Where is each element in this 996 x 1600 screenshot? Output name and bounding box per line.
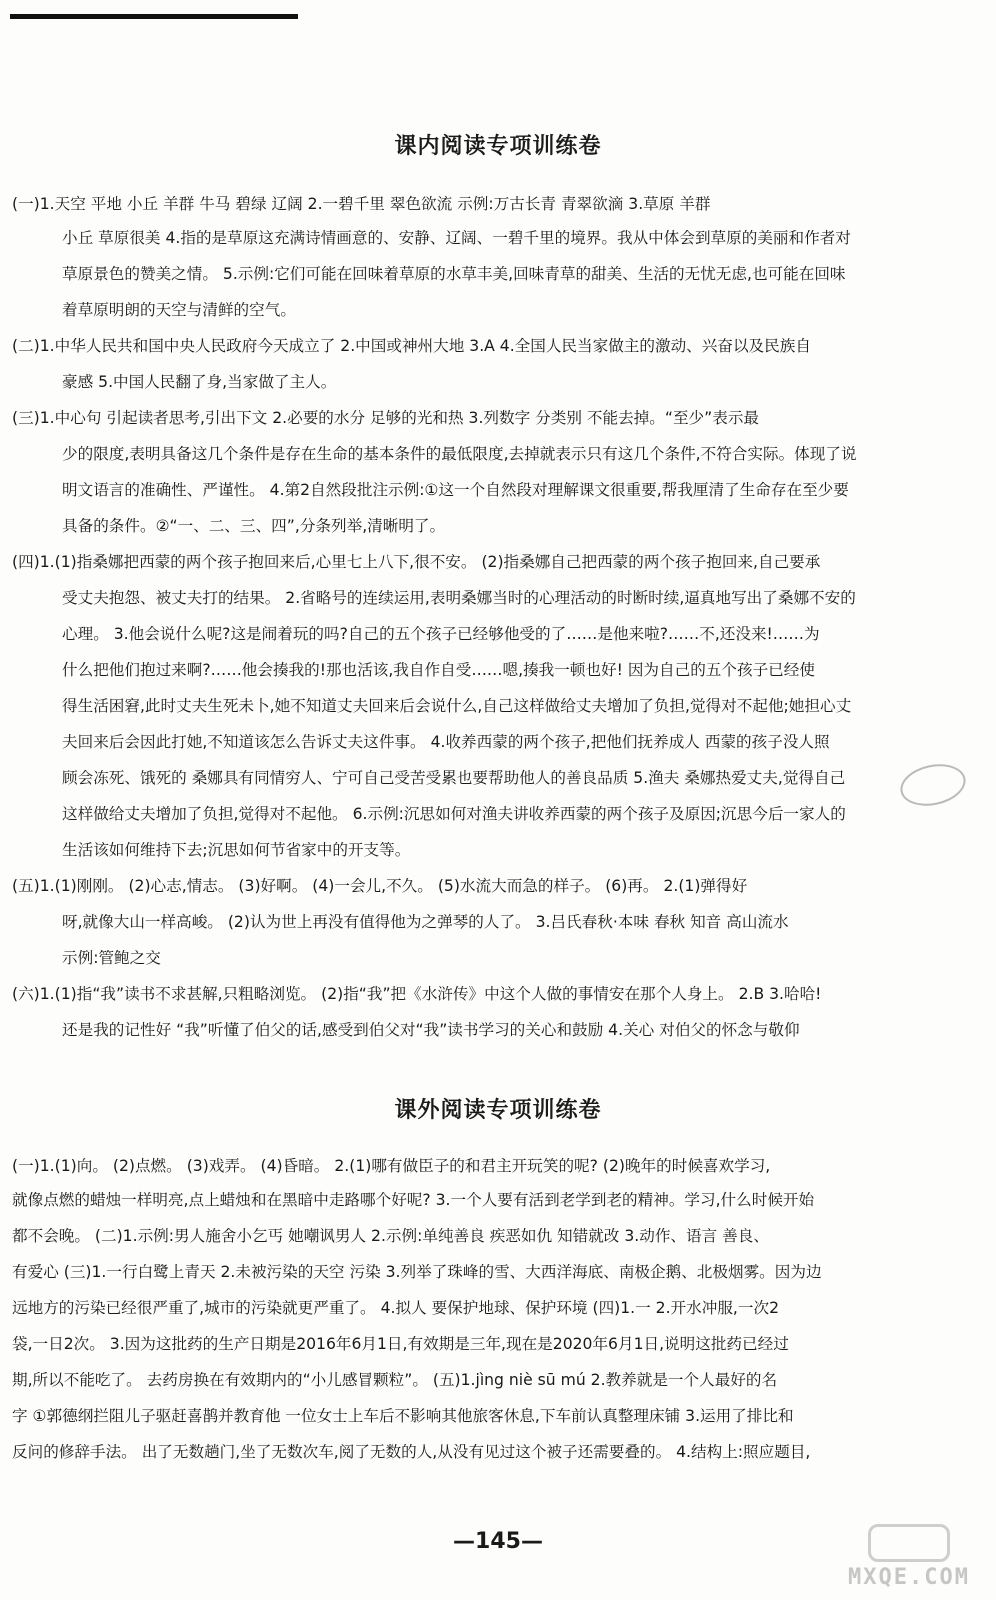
answer-line: 什么把他们抱过来啊?……他会揍我的!那也活该,我自作自受……嗯,揍我一顿也好! 因为自己的五个孩子已经使	[62, 661, 815, 679]
answer-line: 还是我的记性好 “我”听懂了伯父的话,感受到伯父对“我”读书学习的关心和鼓励 4.关心 对伯父的怀念与敬仰	[62, 1021, 800, 1039]
answer-line: 远地方的污染已经很严重了,城市的污染就更严重了。 4.拟人 要保护地球、保护环境 (四)1.一 2.开水冲服,一次2	[12, 1299, 779, 1317]
answer-line: 期,所以不能吃了。 去药房换在有效期内的“小儿感冒颗粒”。 (五)1.jìng niè sū mú 2.教养就是一个人最好的名	[12, 1371, 778, 1389]
answer-line: 受丈夫抱怨、被丈夫打的结果。 2.省略号的连续运用,表明桑娜当时的心理活动的时断时续,逼真地写出了桑娜不安的	[62, 589, 856, 607]
answer-line: 就像点燃的蜡烛一样明亮,点上蜡烛和在黑暗中走路哪个好呢? 3.一个人要有活到老学到老的精神。学习,什么时候开始	[12, 1191, 815, 1209]
answer-line: 着草原明朗的天空与清鲜的空气。	[62, 301, 296, 319]
answer-circle-icon	[868, 1524, 950, 1562]
answer-line: 小丘 草原很美 4.指的是草原这充满诗情画意的、安静、辽阔、一碧千里的境界。我从中体会到草原的美丽和作者对	[62, 229, 851, 247]
answer-line: (五)1.(1)刚刚。 (2)心志,情志。 (3)好啊。 (4)一会儿,不久。 (5)水流大而急的样子。 (6)再。 2.(1)弹得好	[12, 877, 748, 895]
answer-line: 顾会冻死、饿死的 桑娜具有同情穷人、宁可自己受苦受累也要帮助他人的善良品质 5.渔夫 桑娜热爱丈夫,觉得自己	[62, 769, 846, 787]
answer-line: 有爱心 (三)1.一行白鹭上青天 2.未被污染的天空 污染 3.列举了珠峰的雪、大西洋海底、南极企鹅、北极烟雾。因为边	[12, 1263, 822, 1281]
answer-line: 少的限度,表明具备这几个条件是存在生命的基本条件的最低限度,去掉就表示只有这几个条件,不符合实际。体现了说	[62, 445, 857, 463]
answer-line: (三)1.中心句 引起读者思考,引出下文 2.必要的水分 足够的光和热 3.列数字 分类别 不能去掉。“至少”表示最	[12, 409, 760, 427]
answer-line: 生活该如何维持下去;沉思如何节省家中的开支等。	[62, 841, 411, 859]
top-rule	[10, 14, 298, 19]
answer-line: 具备的条件。②“一、二、三、四”,分条列举,清晰明了。	[62, 517, 446, 535]
answer-line: 心理。 3.他会说什么呢?这是闹着玩的吗?自己的五个孩子已经够他受的了……是他来啦?……不,还没来!……为	[62, 625, 820, 643]
answer-line: 夫回来后会因此打她,不知道该怎么告诉丈夫这件事。 4.收养西蒙的两个孩子,把他们抚养成人 西蒙的孩子没人照	[62, 733, 830, 751]
answer-line: 呀,就像大山一样高峻。 (2)认为世上再没有值得他为之弹琴的人了。 3.吕氏春秋·本味 春秋 知音 高山流水	[62, 913, 789, 931]
answer-line: 示例:管鲍之交	[62, 949, 161, 967]
answer-line: 明文语言的准确性、严谨性。 4.第2自然段批注示例:①这一个自然段对理解课文很重要,帮我厘清了生命存在至少要	[62, 481, 849, 499]
watermark-logo	[834, 1524, 984, 1590]
answer-line: 得生活困窘,此时丈夫生死未卜,她不知道丈夫回来后会说什么,自己这样做给丈夫增加了负担,觉得对不起他;她担心丈	[62, 697, 852, 715]
section-title-in-class: 课内阅读专项训练卷	[394, 134, 602, 159]
answer-line: (一)1.天空 平地 小丘 羊群 牛马 碧绿 辽阔 2.一碧千里 翠色欲流 示例:万古长青 青翠欲滴 3.草原 羊群	[12, 195, 711, 213]
section-title-extracurricular: 课外阅读专项训练卷	[394, 1098, 602, 1123]
answer-line: (一)1.(1)向。 (2)点燃。 (3)戏弄。 (4)昏暗。 2.(1)哪有做臣子的和君主开玩笑的呢? (2)晚年的时候喜欢学习,	[12, 1157, 771, 1175]
answer-line: 豪感 5.中国人民翻了身,当家做了主人。	[62, 373, 337, 391]
watermark-text: MXQE.COM	[848, 1565, 970, 1590]
answer-line: 反问的修辞手法。 出了无数趟门,坐了无数次车,阅了无数的人,从没有见过这个被子还需要叠的。 4.结构上:照应题目,	[12, 1443, 811, 1461]
answer-line: (六)1.(1)指“我”读书不求甚解,只粗略浏览。 (2)指“我”把《水浒传》中这个人做的事情安在那个人身上。 2.B 3.哈哈!	[12, 985, 822, 1003]
answer-block-in-class	[12, 194, 978, 1056]
answer-line: 字 ①郭德纲拦阻儿子驱赶喜鹊并教育他 一位女士上车后不影响其他旅客休息,下车前认真整理床铺 3.运用了排比和	[12, 1407, 794, 1425]
answer-block-extracurricular	[12, 1156, 978, 1478]
answer-line: (二)1.中华人民共和国中央人民政府今天成立了 2.中国或神州大地 3.A 4.全国人民当家做主的激动、兴奋以及民族自	[12, 337, 811, 355]
answer-line: (四)1.(1)指桑娜把西蒙的两个孩子抱回来后,心里七上八下,很不安。 (2)指桑娜自己把西蒙的两个孩子抱回来,自己要承	[12, 553, 821, 571]
page-number: —145—	[453, 1529, 543, 1554]
answer-line: 袋,一日2次。 3.因为这批药的生产日期是2016年6月1日,有效期是三年,现在是2020年6月1日,说明这批药已经过	[12, 1335, 789, 1353]
answer-line: 这样做给丈夫增加了负担,觉得对不起他。 6.示例:沉思如何对渔夫讲收养西蒙的两个孩子及原因;沉思今后一家人的	[62, 805, 846, 823]
answer-line: 都不会晚。 (二)1.示例:男人施舍小乞丐 她嘲讽男人 2.示例:单纯善良 疾恶如仇 知错就改 3.动作、语言 善良、	[12, 1227, 769, 1245]
answer-line: 草原景色的赞美之情。 5.示例:它们可能在回味着草原的水草丰美,回味青草的甜美、生活的无忧无虑,也可能在回味	[62, 265, 846, 283]
